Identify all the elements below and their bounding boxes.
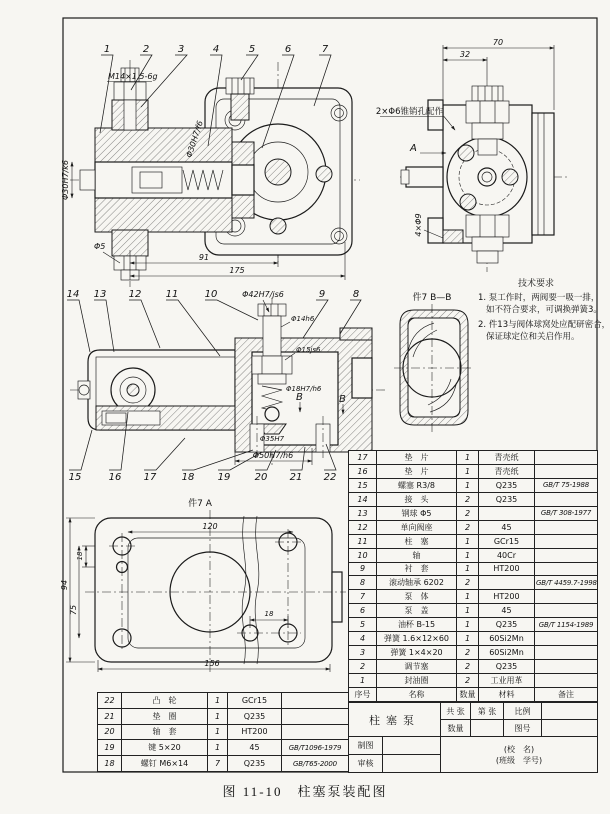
- tech-line-1: 1. 泵工作时，两阀要一吸一排，: [478, 293, 600, 303]
- pin-holes-note: 2×Φ6锥销孔配作: [375, 107, 443, 117]
- part-material: GCr15: [479, 534, 535, 548]
- part-no: 1: [349, 674, 377, 688]
- part-remark: [535, 632, 598, 646]
- part-no: 11: [349, 534, 377, 548]
- table-row: [98, 708, 349, 724]
- checked-label: 审核: [349, 755, 383, 773]
- table-row: [349, 492, 598, 506]
- part-no: 8: [349, 576, 377, 590]
- checked-value-cell: [383, 755, 441, 773]
- part-material: Q235: [479, 478, 535, 492]
- drawn-value-cell: [383, 737, 441, 755]
- part-qty: 2: [457, 660, 479, 674]
- part-material: 60Si2Mn: [479, 632, 535, 646]
- part-name: 钢球 Φ5: [377, 506, 457, 520]
- class-student-no: (班级 学号): [495, 755, 543, 765]
- part-material: 青壳纸: [479, 451, 535, 465]
- part-no: 6: [349, 604, 377, 618]
- part-qty: 1: [457, 478, 479, 492]
- part-material: [479, 576, 535, 590]
- part-name: 衬 套: [377, 562, 457, 576]
- callout-9: 9: [318, 289, 326, 300]
- parts-table-left: [97, 692, 349, 772]
- part-no: 3: [349, 646, 377, 660]
- part-qty: 1: [457, 534, 479, 548]
- fig-no-label: 图号: [504, 720, 542, 737]
- dim-70: 70: [492, 38, 504, 47]
- table-row: [98, 724, 349, 740]
- shaft-fit-dim: Φ30H7/k6: [61, 160, 70, 200]
- part-remark: GB/T1096-1979: [282, 740, 349, 756]
- table-row: [349, 548, 598, 562]
- callout-13: 13: [93, 289, 107, 300]
- title-block-signatures: [348, 736, 598, 773]
- view-a: [60, 497, 346, 672]
- parts-table: [348, 450, 598, 702]
- tech-requirements: [478, 277, 610, 342]
- table-row: [349, 576, 598, 590]
- callout-4: 4: [212, 44, 220, 55]
- sheets-total-label: 共 张: [441, 703, 471, 720]
- part-name: 键 5×20: [122, 740, 208, 756]
- school-name: (校 名): [503, 744, 535, 754]
- drawn-label: 制图: [349, 737, 383, 755]
- callout-1: 1: [103, 44, 111, 55]
- part-qty: 1: [208, 693, 228, 709]
- part-no: 4: [349, 632, 377, 646]
- table-row: [349, 520, 598, 534]
- table-row: [349, 590, 598, 604]
- callout-8: 8: [352, 289, 360, 300]
- callout-21: 21: [289, 472, 303, 483]
- part-name: 弹簧 1.6×12×60: [377, 632, 457, 646]
- part-material: Q235: [228, 708, 282, 724]
- scale-value-cell: [542, 703, 598, 720]
- part-remark: [535, 660, 598, 674]
- part-qty: 2: [457, 506, 479, 520]
- header-name: 名称: [377, 687, 457, 701]
- part-remark: GB/T65-2000: [282, 756, 349, 772]
- callout-12: 12: [128, 289, 142, 300]
- fit-35-dim: Φ35H7: [259, 435, 285, 443]
- part-remark: [535, 548, 598, 562]
- header-material: 材料: [479, 687, 535, 701]
- part-name: 泵 体: [377, 590, 457, 604]
- dim-175: 175: [229, 266, 245, 275]
- tech-line-3: 2. 件13与阀体球窝处应配研密合，: [478, 320, 610, 330]
- part-no: 10: [349, 548, 377, 562]
- part-qty: 2: [457, 576, 479, 590]
- part-name: 螺塞 R3/8: [377, 478, 457, 492]
- part-name: 垫 片: [377, 451, 457, 465]
- callout-15: 15: [68, 472, 82, 483]
- part-no: 7: [349, 590, 377, 604]
- part-material: HT200: [479, 590, 535, 604]
- dim-120: 120: [202, 522, 218, 531]
- callout-17: 17: [143, 472, 157, 483]
- table-row: [98, 693, 349, 709]
- part-material: Q235: [479, 660, 535, 674]
- part-name: 弹簧 1×4×20: [377, 646, 457, 660]
- callout-5: 5: [248, 44, 256, 55]
- part-material: Q235: [479, 492, 535, 506]
- table-row: [349, 534, 598, 548]
- fit-42-dim: Φ42H7/js6: [242, 290, 284, 299]
- table-row: [349, 618, 598, 632]
- part-remark: GB/T 1154-1989: [535, 618, 598, 632]
- callout-3: 3: [177, 44, 185, 55]
- header-no: 序号: [349, 687, 377, 701]
- part-no: 18: [98, 756, 122, 772]
- sheet-index-label: 第 张: [471, 703, 504, 720]
- part-material: 工业用革: [479, 674, 535, 688]
- part-qty: 1: [457, 562, 479, 576]
- part-no: 21: [98, 708, 122, 724]
- part-qty: 1: [457, 590, 479, 604]
- part-remark: [535, 534, 598, 548]
- table-row: [349, 604, 598, 618]
- part-name: 柱 塞: [377, 534, 457, 548]
- part-no: 16: [349, 464, 377, 478]
- section-letter-b1: B: [296, 392, 303, 403]
- valve-ball: [265, 407, 279, 421]
- part-qty: 1: [208, 708, 228, 724]
- part-qty: 1: [208, 740, 228, 756]
- callout-11: 11: [165, 289, 179, 300]
- part-qty: 1: [457, 632, 479, 646]
- tech-line-2: 如不符合要求，可调换弹簧3。: [486, 305, 602, 315]
- fit-15-dim: Φ15js6: [296, 346, 321, 354]
- qty-label: 数量: [441, 720, 471, 737]
- title-block: [348, 702, 598, 737]
- part-no: 5: [349, 618, 377, 632]
- table-row: [349, 646, 598, 660]
- callout-6: 6: [284, 44, 292, 55]
- part-material: Q235: [228, 756, 282, 772]
- dim-91: 91: [198, 253, 210, 262]
- part-remark: [282, 724, 349, 740]
- part-remark: [535, 562, 598, 576]
- part-no: 14: [349, 492, 377, 506]
- callout-19: 19: [217, 472, 231, 483]
- part-title: 柱塞泵: [349, 703, 441, 737]
- part-name: 轴: [377, 548, 457, 562]
- part-remark: [535, 646, 598, 660]
- table-row: [349, 660, 598, 674]
- table-row: [349, 562, 598, 576]
- part-name: 垫 片: [377, 464, 457, 478]
- tech-title: 技术要求: [517, 279, 555, 289]
- section-bb-view: [394, 291, 474, 432]
- part-remark: [535, 464, 598, 478]
- mid-section-view: [67, 289, 385, 483]
- callout-14: 14: [66, 289, 80, 300]
- part-no: 17: [349, 451, 377, 465]
- piston: [132, 167, 182, 193]
- title-row-1: [349, 703, 598, 720]
- drawn-row: [349, 737, 598, 755]
- part-remark: [535, 590, 598, 604]
- part-material: 45: [479, 604, 535, 618]
- table-row: [349, 451, 598, 465]
- part-name: 接 头: [377, 492, 457, 506]
- dim-18-right: 18: [264, 610, 274, 618]
- part-no: 22: [98, 693, 122, 709]
- part-qty: 1: [208, 724, 228, 740]
- part-name: 螺钉 M6×14: [122, 756, 208, 772]
- tech-line-4: 保证球定位和关启作用。: [486, 332, 580, 342]
- table-row: [98, 740, 349, 756]
- dim-18-left: 18: [76, 551, 84, 561]
- part-material: [479, 506, 535, 520]
- part-material: 45: [479, 520, 535, 534]
- part-name: 凸 轮: [122, 693, 208, 709]
- fig-no-value-cell: [542, 720, 598, 737]
- part-material: 青壳纸: [479, 464, 535, 478]
- part-no: 19: [98, 740, 122, 756]
- part-no: 2: [349, 660, 377, 674]
- dim-4xphi9: 4×Φ9: [414, 213, 423, 237]
- part-remark: GB/T 308-1977: [535, 506, 598, 520]
- callout-7: 7: [321, 44, 329, 55]
- table-header-row: [349, 687, 598, 701]
- hole-dim-phi5: Φ5: [94, 242, 106, 251]
- part-remark: [282, 708, 349, 724]
- part-remark: [282, 693, 349, 709]
- callout-22: 22: [323, 472, 337, 483]
- part-name: 泵 盖: [377, 604, 457, 618]
- callout-2: 2: [142, 44, 150, 55]
- part-no: 12: [349, 520, 377, 534]
- part-material: HT200: [479, 562, 535, 576]
- dim-75: 75: [69, 604, 78, 616]
- part-no: 15: [349, 478, 377, 492]
- part-remark: [535, 451, 598, 465]
- part-material: 40Cr: [479, 548, 535, 562]
- part-qty: 7: [208, 756, 228, 772]
- table-row: [349, 478, 598, 492]
- callout-18: 18: [181, 472, 195, 483]
- part-qty: 1: [457, 548, 479, 562]
- part-qty: 1: [457, 451, 479, 465]
- school-cell: [441, 737, 598, 773]
- part-name: 单向阀座: [377, 520, 457, 534]
- part-remark: GB/T 75-1988: [535, 478, 598, 492]
- figure-caption: 图 11-10 柱塞泵装配图: [222, 784, 388, 799]
- table-row: [98, 756, 349, 772]
- part-remark: [535, 492, 598, 506]
- part-name: 垫 圈: [122, 708, 208, 724]
- callout-20: 20: [254, 472, 268, 483]
- callout-16: 16: [108, 472, 122, 483]
- part-no: 20: [98, 724, 122, 740]
- part-material: GCr15: [228, 693, 282, 709]
- part-material: 45: [228, 740, 282, 756]
- dim-32: 32: [459, 50, 471, 59]
- header-qty: 数量: [457, 687, 479, 701]
- view-a-label: 件7 A: [188, 499, 212, 509]
- part-qty: 1: [457, 464, 479, 478]
- part-material: 60Si2Mn: [479, 646, 535, 660]
- table-row: [349, 464, 598, 478]
- part-remark: [535, 674, 598, 688]
- fit-14-dim: Φ14h6: [291, 315, 315, 323]
- thread-dim: M14×1.5-6g: [108, 72, 158, 81]
- callout-10: 10: [204, 289, 218, 300]
- part-name: 滚动轴承 6202: [377, 576, 457, 590]
- part-qty: 2: [457, 674, 479, 688]
- part-qty: 2: [457, 492, 479, 506]
- part-no: 9: [349, 562, 377, 576]
- part-qty: 2: [457, 520, 479, 534]
- section-letter-b2: B: [339, 394, 346, 405]
- header-remark: 备注: [535, 687, 598, 701]
- dim-156: 156: [204, 659, 220, 668]
- view-arrow-a: A: [410, 143, 417, 154]
- part-qty: 2: [457, 646, 479, 660]
- dim-94: 94: [60, 579, 69, 591]
- section-bb-label: 件7 B—B: [412, 293, 452, 303]
- part-material: HT200: [228, 724, 282, 740]
- part-material: Q235: [479, 618, 535, 632]
- side-view: [376, 38, 567, 272]
- part-remark: [535, 604, 598, 618]
- front-section-view: [61, 44, 360, 287]
- table-row: [349, 632, 598, 646]
- bore-fit-dim: Φ30H7/f6: [184, 119, 205, 159]
- part-remark: GB/T 4459.7-1998: [535, 576, 598, 590]
- part-remark: [535, 520, 598, 534]
- fit-18-dim: Φ18H7/h6: [286, 385, 322, 393]
- table-row: [349, 506, 598, 520]
- part-name: 轴 套: [122, 724, 208, 740]
- part-qty: 1: [457, 618, 479, 632]
- part-no: 13: [349, 506, 377, 520]
- table-row: [349, 674, 598, 688]
- scale-label: 比例: [504, 703, 542, 720]
- part-name: 油杯 B-15: [377, 618, 457, 632]
- qty-value-cell: [471, 720, 504, 737]
- fit-50-dim: Φ50H7/h6: [252, 451, 294, 460]
- part-name: 调节塞: [377, 660, 457, 674]
- part-qty: 1: [457, 604, 479, 618]
- part-name: 封油圈: [377, 674, 457, 688]
